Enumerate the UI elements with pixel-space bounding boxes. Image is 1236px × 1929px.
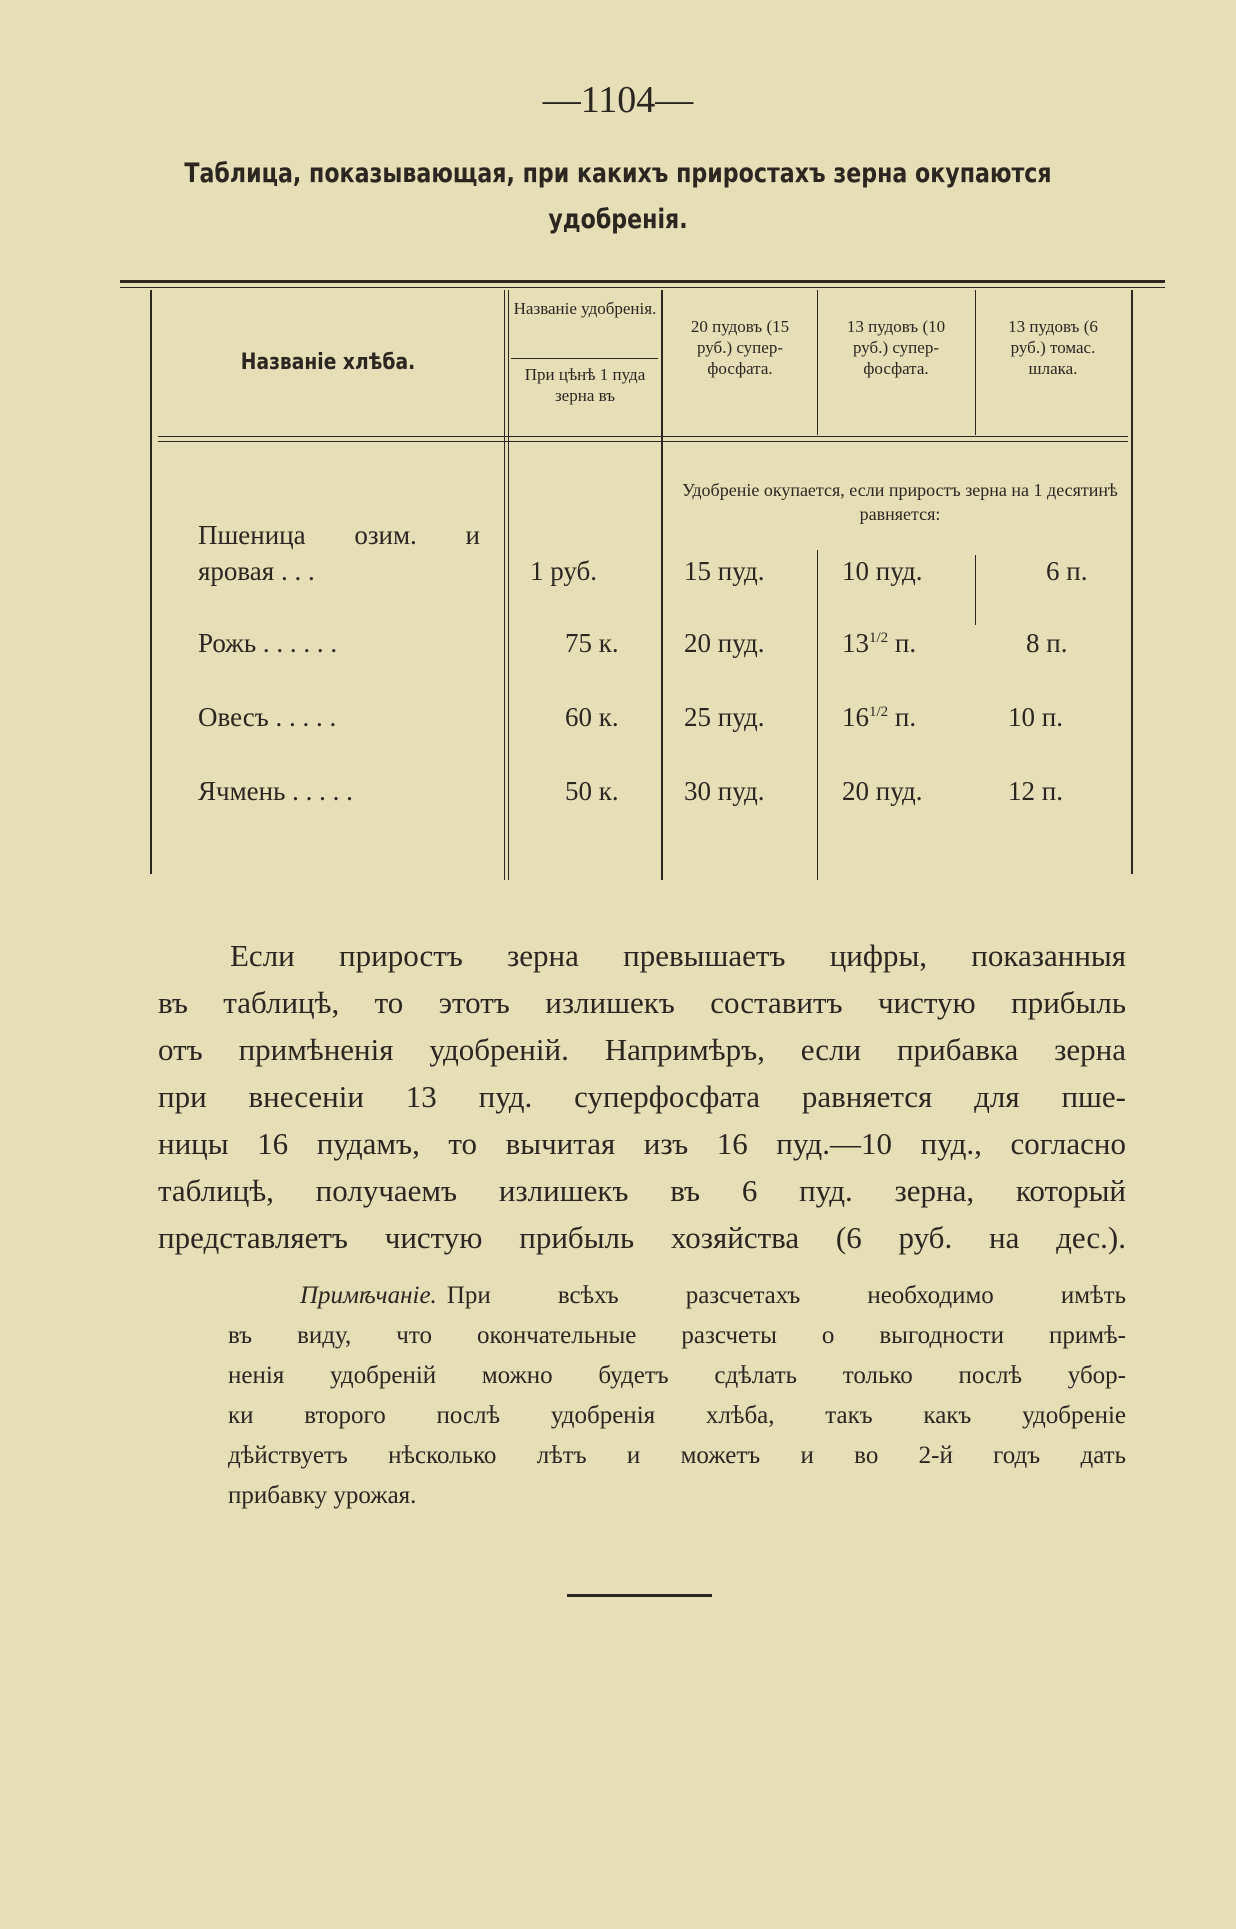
grain-barley: Ячмень . . . . . [198, 776, 353, 806]
page-number: —1104— [542, 79, 694, 121]
paragraph-line: Если приростъ зерна превышаетъ цифры, показанныя [230, 938, 1126, 973]
header-thomas-slag-13: 13 пудовъ (6 руб.) томас. шлака. [1008, 317, 1098, 378]
table-title-line2: удобренія. [548, 204, 688, 235]
note-label: Примѣчаніе. [300, 1282, 437, 1309]
header-fertilizer-name: Названіе удобренія. [513, 299, 657, 318]
closing-rule [567, 1594, 712, 1597]
value-b-oats [842, 702, 916, 733]
col-divider-3-body [817, 550, 818, 880]
col-divider-4-body [975, 555, 976, 625]
value-a-barley: 30 пуд. [684, 776, 765, 806]
subheader-divider [511, 358, 658, 359]
subheader-note: Удобреніе окупается, если приростъ зерна на 1 десятинѣ равняется: [682, 480, 1118, 524]
table-title-line1: Таблица, показывающая, при какихъ приростахъ зерна окупаются [184, 158, 1052, 189]
paragraph-line: отъ примѣненія удобреній. Напримѣръ, если прибавка зерна [158, 1032, 1126, 1067]
paragraph-line: при внесеніи 13 пуд. суперфосфата равняется для пше- [158, 1079, 1126, 1114]
paragraph-line: представляетъ чистую прибыль хозяйства (6 руб. на дес.). [158, 1220, 1126, 1255]
note-line: ки второго послѣ удобренія хлѣба, такъ какъ удобреніе [228, 1402, 1126, 1429]
price-rye: 75 к. [565, 628, 619, 658]
price-barley: 50 к. [565, 776, 619, 806]
table-top-rule [120, 280, 1165, 283]
value-c-wheat: 6 п. [1046, 556, 1088, 586]
paragraph-line: ницы 16 пудамъ, то вычитая изъ 16 пуд.—10 пуд., согласно [158, 1126, 1126, 1161]
value-fraction: 1/2 [869, 630, 889, 646]
note-last-line: прибавку урожая. [228, 1482, 417, 1509]
grain-wheat-line1: Пшеница озим. и [198, 520, 480, 550]
note-first-line [300, 1282, 1126, 1310]
header-price-per-pud: При цѣнѣ 1 пуда зерна въ [524, 365, 646, 405]
right-border [1131, 290, 1133, 874]
col-divider-3 [817, 290, 818, 435]
header-bottom-rule-2 [158, 441, 1128, 442]
note-line: дѣйствуетъ нѣсколько лѣтъ и можетъ и во 2-й годъ дать [228, 1442, 1126, 1469]
note-first-line-text: При всѣхъ разсчетахъ необходимо имѣть [446, 1282, 1126, 1309]
value-a-oats: 25 пуд. [684, 702, 765, 732]
grain-wheat: яровая . . . [198, 556, 315, 586]
value-c-oats: 10 п. [1008, 702, 1063, 732]
value-b-rye [842, 628, 916, 659]
col-divider-2 [661, 290, 663, 880]
value-b-wheat: 10 пуд. [842, 556, 923, 586]
value-a-rye: 20 пуд. [684, 628, 765, 658]
col-divider-1b [508, 290, 509, 880]
price-oats: 60 к. [565, 702, 619, 732]
note-line: ненія удобреній можно будетъ сдѣлать только послѣ убор- [228, 1362, 1126, 1389]
header-superphosphate-13: 13 пудовъ (10 руб.) супер-фосфата. [846, 317, 946, 378]
col-divider-1 [504, 290, 505, 880]
value-int: 13 [842, 628, 869, 658]
grain-rye: Рожь . . . . . . [198, 628, 338, 658]
value-fraction: 1/2 [869, 704, 889, 720]
value-c-barley: 12 п. [1008, 776, 1063, 806]
left-border [150, 290, 152, 874]
value-unit: п. [894, 628, 917, 658]
header-bottom-rule [158, 436, 1128, 437]
price-wheat: 1 руб. [530, 556, 598, 586]
col-divider-4 [975, 290, 976, 435]
value-a-wheat: 15 пуд. [684, 556, 765, 586]
value-int: 16 [842, 702, 869, 732]
table-top-rule-2 [120, 287, 1165, 288]
paragraph-line: таблицѣ, получаемъ излишекъ въ 6 пуд. зерна, который [158, 1173, 1126, 1208]
value-b-barley: 20 пуд. [842, 776, 923, 806]
header-superphosphate-20: 20 пудовъ (15 руб.) супер-фосфата. [690, 317, 790, 378]
value-c-rye: 8 п. [1026, 628, 1068, 658]
note-line: въ виду, что окончательные разсчеты о выгодности примѣ- [228, 1322, 1126, 1349]
value-unit: п. [894, 702, 917, 732]
header-grain-name: Названіе хлѣба. [240, 350, 416, 375]
grain-oats: Овесъ . . . . . [198, 702, 337, 732]
paragraph-line: въ таблицѣ, то этотъ излишекъ составитъ чистую прибыль [158, 985, 1126, 1020]
